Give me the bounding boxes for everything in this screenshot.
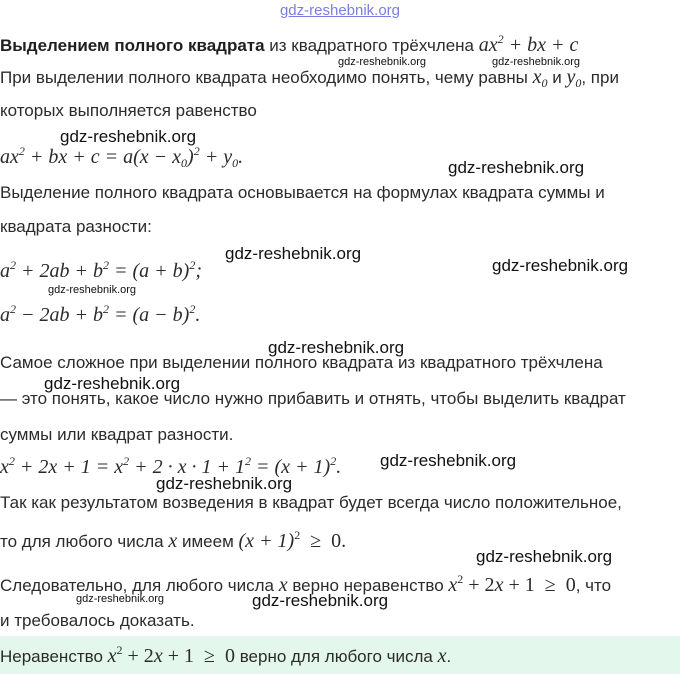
result-var-x: x [437, 645, 447, 667]
result-text-b: верно для любого числа [234, 647, 438, 666]
x0-symbol: $x_0$ [532, 66, 548, 90]
p2-line-2: квадрата разности: [0, 217, 152, 236]
p4-text-c: имеем [177, 532, 239, 551]
sum-square-formula: $a^2 + 2ab + b^2 = (a + b)^2$; [0, 258, 202, 282]
p1-text-b: и [547, 68, 567, 87]
p3-line-3: суммы или квадрат разности. [0, 425, 234, 444]
p5-text-b: верно неравенство [287, 576, 449, 595]
watermark-text: gdz-reshebnik.org [44, 374, 181, 393]
watermark-text: gdz-reshebnik.org [448, 158, 585, 177]
result-box [0, 636, 680, 674]
p1-line-1 [0, 66, 680, 89]
var-x: x [168, 530, 178, 552]
trinomial-formula: $ax^2$ + bx + c [478, 32, 579, 56]
p1-text-a: При выделении полного квадрата необходимо понять, чему равны [0, 68, 533, 87]
watermark-text: gdz-reshebnik.org [252, 591, 389, 610]
watermark-text: gdz-reshebnik.org [156, 474, 293, 493]
p3-line-2: — это понять, какое число нужно прибавить и отнять, чтобы выделить квадрат [0, 389, 626, 408]
watermark-text: gdz-reshebnik.org [268, 338, 405, 357]
p5-text-c: , что [575, 576, 612, 595]
nonneg-inequality: $(x + 1)^2 \ge 0$. [238, 528, 347, 552]
watermark-text: gdz-reshebnik.org [76, 593, 165, 605]
result-text-c: . [446, 647, 452, 666]
watermark-link[interactable]: gdz-reshebnik.org [279, 2, 401, 19]
diff-square-formula: $a^2 - 2ab + b^2 = (a - b)^2$. [0, 302, 201, 326]
watermark-text: gdz-reshebnik.org [492, 56, 581, 68]
y0-symbol: $y_0$ [566, 66, 582, 90]
intro-line [0, 34, 680, 57]
watermark-text: gdz-reshebnik.org [380, 451, 517, 470]
watermark-text: gdz-reshebnik.org [225, 244, 362, 263]
result-line [0, 645, 680, 668]
intro-text: из квадратного трёхчлена [264, 36, 479, 55]
watermark-text: gdz-reshebnik.org [338, 56, 427, 68]
p2-line-1: Выделение полного квадрата основывается на формулах квадрата суммы и [0, 183, 605, 202]
inequality-formula: $x^2 + 2x + 1 \ge 0$ [448, 572, 576, 596]
result-text-a: Неравенство [0, 647, 108, 666]
p1-text-c: , при [581, 68, 619, 87]
example-equation: $x^2 + 2x + 1 = x^2 + 2 \cdot x \cdot 1 + 1^2 = (x + 1)^2$. [0, 454, 342, 478]
p4-text-b: то для любого числа [0, 532, 169, 551]
watermark-text: gdz-reshebnik.org [60, 127, 197, 146]
p1-line-2: которых выполняется равенство [0, 101, 257, 120]
watermark-text: gdz-reshebnik.org [492, 256, 629, 275]
var-x-2: x [278, 574, 288, 596]
watermark-text: gdz-reshebnik.org [476, 547, 613, 566]
p5-line-2: и требовалось доказать. [0, 611, 195, 630]
p5-text-a: Следовательно, для любого числа [0, 576, 279, 595]
watermark-text: gdz-reshebnik.org [48, 284, 137, 296]
p4-line-1: Так как результатом возведения в квадрат будет всегда число положительное, [0, 493, 622, 512]
vertex-form-equation: $ax^2$ + bx + $c = a(x - x_0)^2 + y_0$. [0, 144, 244, 170]
p3-line-1: Самое сложное при выделении полного квадрата из квадратного трёхчлена [0, 353, 603, 372]
result-inequality: $x^2 + 2x + 1 \ge 0$ [107, 643, 235, 667]
intro-bold: Выделением полного квадрата [0, 36, 265, 55]
